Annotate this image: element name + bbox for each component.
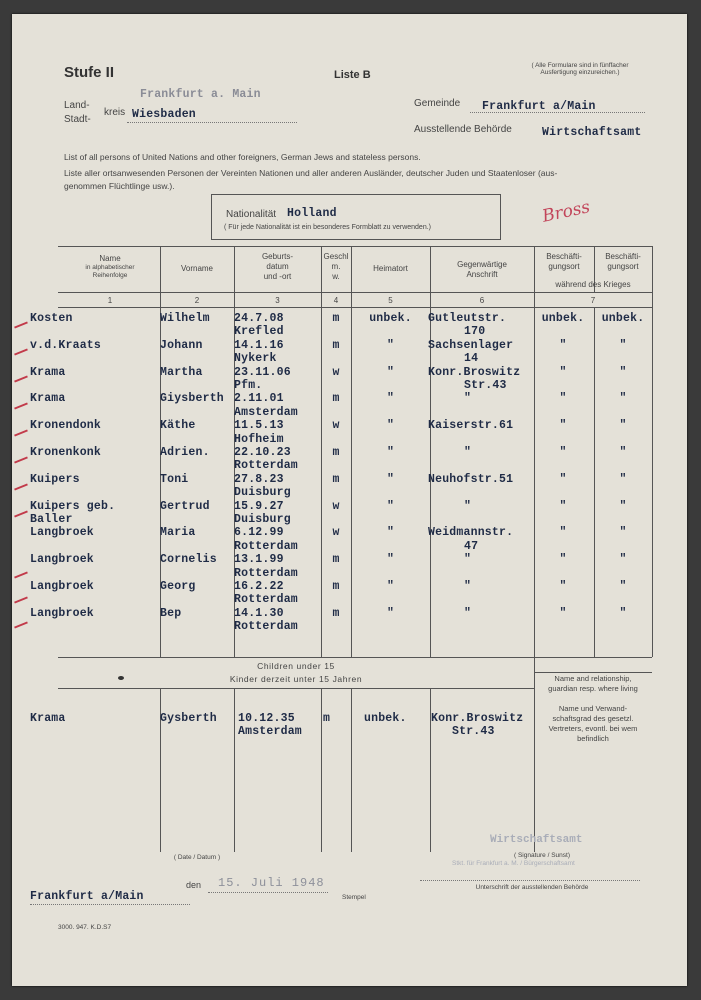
red-check-mark bbox=[14, 348, 28, 355]
table-cell-o: Duisburg bbox=[234, 513, 291, 526]
col-header-name: Name in alphabetischer Reihenfolge bbox=[85, 254, 135, 279]
col-number-5: 5 bbox=[388, 296, 393, 305]
table-cell-a: 170 bbox=[464, 325, 486, 339]
form-number: 3000. 947. K.D.S7 bbox=[58, 924, 112, 931]
table-top-line bbox=[58, 246, 652, 247]
guardian-header-de: Name und Verwand- schaftsgrad des gesetzl. Vertreters, evontl. bei wem befindlich bbox=[548, 704, 638, 743]
date-stamp: 15. Juli 1948 bbox=[218, 876, 325, 890]
table-cell-a: " bbox=[464, 499, 472, 513]
table-cell-d: 13.1.99 bbox=[234, 553, 284, 567]
signature-label: ( Signature / Sunst) bbox=[514, 852, 570, 859]
table-cell-b2: " bbox=[619, 419, 627, 433]
table-cell-name: Kosten bbox=[30, 312, 73, 325]
land-label: Land- bbox=[64, 100, 90, 111]
table-cell-name: Krama bbox=[30, 392, 66, 406]
table-cell-s: w bbox=[332, 365, 340, 379]
children-title-de: Kinder derzeit unter 15 Jahren bbox=[229, 674, 363, 684]
children-sub-line bbox=[58, 688, 534, 689]
table-cell-name: Kuipers geb. bbox=[30, 499, 116, 513]
col-header-geschlecht: Geschl m. w. bbox=[323, 252, 349, 281]
signature-underline bbox=[420, 880, 640, 881]
behoerde-value: Wirtschaftsamt bbox=[542, 126, 642, 139]
col-number-6: 6 bbox=[479, 296, 485, 305]
unterschrift-label: Unterschrift der ausstellenden Behörde bbox=[475, 884, 589, 891]
red-check-mark bbox=[14, 483, 28, 490]
table-cell-a: Neuhofstr.51 bbox=[428, 472, 514, 486]
table-cell-d: 11.5.13 bbox=[234, 419, 284, 433]
stadt-label: Stadt- bbox=[64, 114, 91, 125]
table-cell-name: Krama bbox=[30, 365, 66, 379]
stempel-label: Stempel bbox=[342, 894, 366, 901]
table-cell-a: " bbox=[464, 392, 472, 406]
table-cell-d: 24.7.08 bbox=[234, 312, 284, 325]
ink-spot bbox=[118, 676, 124, 680]
table-cell-vorname: Martha bbox=[160, 365, 203, 379]
table-cell-b2: unbek. bbox=[601, 312, 645, 325]
table-cell-s: m bbox=[332, 472, 340, 486]
date-label: ( Date / Datum ) bbox=[173, 854, 221, 861]
liste-label: Liste B bbox=[334, 69, 371, 81]
land-value: Frankfurt a. Main bbox=[140, 88, 261, 101]
intro-german-2: genommen Flüchtlinge usw.). bbox=[64, 181, 175, 191]
table-cell-vorname: Georg bbox=[160, 580, 196, 593]
table-cell-a: " bbox=[464, 606, 472, 620]
table-cell-s: m bbox=[332, 580, 340, 593]
table-cell-name: v.d.Kraats bbox=[30, 338, 102, 352]
table-cell-h: " bbox=[386, 606, 395, 620]
table-cell-a: Sachsenlager bbox=[428, 338, 514, 352]
child-col-divider-3 bbox=[321, 688, 322, 852]
table-cell-name: Kuipers bbox=[30, 472, 80, 486]
table-cell-d: 2.11.01 bbox=[234, 392, 284, 406]
table-cell-b1: " bbox=[559, 606, 567, 620]
table-cell-vorname: Bep bbox=[160, 606, 182, 620]
table-cell-d: 6.12.99 bbox=[234, 526, 284, 540]
guardian-header-line bbox=[534, 672, 652, 673]
red-check-mark bbox=[14, 510, 28, 517]
col-header-anschrift: Gegenwärtige Anschrift bbox=[457, 260, 507, 279]
table-cell-b2: " bbox=[619, 392, 627, 406]
col-number-4: 4 bbox=[333, 296, 339, 305]
table-cell-h: " bbox=[386, 338, 395, 352]
table-cell-h: " bbox=[386, 446, 395, 459]
stamp-title: Wirtschaftsamt bbox=[490, 834, 583, 846]
col-divider-6 bbox=[534, 246, 535, 852]
table-cell-h: " bbox=[386, 392, 395, 406]
handwritten-signature: Bross bbox=[540, 197, 592, 227]
table-cell-o: Hofheim bbox=[234, 432, 284, 446]
gemeinde-value: Frankfurt a/Main bbox=[482, 100, 596, 113]
table-cell-b1: " bbox=[559, 499, 567, 513]
table-cell-a: Gutleutstr. bbox=[428, 312, 507, 325]
nationality-value: Holland bbox=[287, 207, 337, 220]
table-cell-b1: " bbox=[559, 446, 567, 459]
col-number-7: 7 bbox=[590, 296, 596, 305]
child-birthplace: Amsterdam bbox=[238, 725, 302, 738]
child-heimatort: unbek. bbox=[364, 712, 407, 725]
child-col-divider-2 bbox=[234, 688, 235, 852]
table-cell-h: " bbox=[386, 419, 395, 433]
child-sex: m bbox=[323, 712, 331, 725]
gemeinde-underline bbox=[470, 112, 645, 113]
place-underline bbox=[30, 904, 190, 905]
table-cell-a: 14 bbox=[464, 352, 479, 366]
nationality-label: Nationalität bbox=[226, 209, 277, 220]
table-cell-b1: unbek. bbox=[541, 312, 585, 325]
table-cell-b2: " bbox=[619, 338, 627, 352]
table-cell-d: 27.8.23 bbox=[234, 472, 284, 486]
table-cell-b1: " bbox=[559, 392, 567, 406]
table-cell-s: w bbox=[332, 419, 340, 433]
table-cell-h: " bbox=[386, 526, 395, 540]
table-cell-o: Rotterdam bbox=[234, 593, 298, 607]
table-cell-b1: " bbox=[559, 472, 567, 486]
den-label: den bbox=[186, 880, 202, 890]
table-cell-h: " bbox=[386, 365, 395, 379]
red-check-mark bbox=[14, 429, 28, 436]
col-divider-5 bbox=[430, 246, 431, 657]
table-cell-vorname: Cornelis bbox=[160, 553, 217, 567]
stamp-subtitle: Stkt. für Frankfurt a. M. / Bürgerschaftsamt bbox=[452, 860, 575, 867]
table-cell-s: w bbox=[332, 499, 340, 513]
table-cell-s: m bbox=[332, 312, 340, 325]
table-cell-d: 23.11.06 bbox=[234, 365, 291, 379]
gemeinde-label: Gemeinde bbox=[414, 98, 461, 109]
table-cell-h: " bbox=[386, 553, 395, 567]
table-cell-d: 14.1.30 bbox=[234, 606, 284, 620]
col-number-3: 3 bbox=[275, 296, 280, 305]
table-cell-s: w bbox=[332, 526, 340, 540]
children-title-en: Children under 15 bbox=[257, 661, 335, 671]
red-check-mark bbox=[14, 402, 28, 409]
table-cell-b2: " bbox=[619, 365, 627, 379]
kreis-underline bbox=[127, 122, 297, 123]
table-cell-s: m bbox=[332, 392, 340, 406]
behoerde-label: Ausstellende Behörde bbox=[414, 124, 512, 135]
col-header-besch1: Beschäfti- gungsort bbox=[546, 252, 582, 271]
red-check-mark bbox=[14, 321, 28, 328]
colnum-sep-line bbox=[58, 307, 652, 308]
table-cell-b2: " bbox=[619, 580, 627, 593]
red-check-mark bbox=[14, 596, 28, 603]
child-col-divider-4 bbox=[351, 688, 352, 852]
table-cell-vorname: Toni bbox=[160, 472, 189, 486]
table-cell-vorname: Käthe bbox=[160, 419, 196, 433]
red-check-mark bbox=[14, 571, 28, 578]
table-cell-name: Langbroek bbox=[30, 553, 94, 567]
intro-english: List of all persons of United Nations and other foreigners, German Jews and stateless persons. bbox=[64, 152, 421, 162]
stufe-label: Stufe II bbox=[64, 64, 115, 81]
table-cell-b1: " bbox=[559, 419, 567, 433]
table-cell-s: m bbox=[332, 553, 340, 567]
red-check-mark bbox=[14, 375, 28, 382]
table-cell-vorname: Johann bbox=[160, 338, 203, 352]
col-number-1: 1 bbox=[107, 296, 113, 305]
table-cell-s: m bbox=[332, 606, 340, 620]
table-cell-b2: " bbox=[619, 499, 627, 513]
col-header-geburt: Geburts- datum und -ort bbox=[261, 252, 294, 281]
table-cell-a: Weidmannstr. bbox=[428, 526, 514, 540]
col-header-heimatort: Heimatort bbox=[373, 264, 408, 273]
place-value: Frankfurt a/Main bbox=[30, 890, 144, 903]
child-address-1: Konr.Broswitz bbox=[431, 712, 524, 725]
table-cell-a: Konr.Broswitz bbox=[428, 365, 521, 379]
red-check-mark bbox=[14, 456, 28, 463]
table-cell-vorname: Adrien. bbox=[160, 446, 210, 459]
child-birthdate: 10.12.35 bbox=[238, 712, 295, 725]
col-number-2: 2 bbox=[194, 296, 200, 305]
table-cell-vorname: Giysberth bbox=[160, 392, 224, 406]
stadt-value: Wiesbaden bbox=[132, 108, 196, 121]
table-cell-o: Pfm. bbox=[234, 379, 263, 392]
table-cell-s: m bbox=[332, 338, 340, 352]
table-cell-name: Langbroek bbox=[30, 526, 94, 540]
table-cell-d: 16.2.22 bbox=[234, 580, 284, 593]
table-cell-name: Langbroek bbox=[30, 580, 94, 593]
table-cell-o: Rotterdam bbox=[234, 539, 298, 553]
table-cell-o: Duisburg bbox=[234, 486, 291, 500]
table-cell-o: Nykerk bbox=[234, 352, 277, 366]
table-cell-o: Rotterdam bbox=[234, 620, 298, 634]
table-cell-b1: " bbox=[559, 365, 567, 379]
table-cell-s: m bbox=[332, 446, 340, 459]
table-cell-b1: " bbox=[559, 580, 567, 593]
table-cell-a: Kaiserstr.61 bbox=[428, 419, 514, 433]
table-cell-b1: " bbox=[559, 526, 567, 540]
table-cell-a: Str.43 bbox=[464, 379, 507, 392]
table-cell-name: Kronendonk bbox=[30, 419, 102, 433]
red-check-mark bbox=[14, 621, 28, 628]
col-header-waehrend: während des Krieges bbox=[555, 280, 631, 289]
table-cell-o: Amsterdam bbox=[234, 405, 298, 419]
child-vorname: Gysberth bbox=[160, 712, 217, 725]
table-cell-b2: " bbox=[619, 606, 627, 620]
child-address-2: Str.43 bbox=[452, 725, 495, 738]
table-cell-vorname: Gertrud bbox=[160, 499, 210, 513]
table-right-line bbox=[652, 246, 653, 657]
table-cell-h: " bbox=[386, 472, 395, 486]
table-cell-name: Kronenkonk bbox=[30, 446, 102, 459]
table-cell-b1: " bbox=[559, 338, 567, 352]
table-cell-a: " bbox=[464, 553, 472, 567]
table-cell-a: " bbox=[464, 446, 472, 459]
table-cell-b2: " bbox=[619, 553, 627, 567]
document-page bbox=[12, 14, 687, 986]
header-sep-line bbox=[58, 292, 652, 293]
table-cell-h: unbek. bbox=[369, 312, 412, 325]
table-cell-h: " bbox=[386, 580, 395, 593]
date-underline bbox=[208, 892, 328, 893]
table-cell-o: Rotterdam bbox=[234, 459, 298, 473]
table-cell-b2: " bbox=[619, 446, 627, 459]
table-cell-vorname: Maria bbox=[160, 526, 196, 540]
kreis-label: kreis bbox=[104, 107, 126, 118]
table-cell-b2: " bbox=[619, 526, 627, 540]
children-top-line bbox=[58, 657, 652, 658]
table-cell-o: Krefled bbox=[234, 325, 284, 339]
intro-german-1: Liste aller ortsanwesenden Personen der Vereinten Nationen und aller anderen Ausländer, deutscher Juden und Staatenloser (aus- bbox=[64, 168, 558, 178]
nationality-note: ( Für jede Nationalität ist ein besonderes Formblatt zu verwenden.) bbox=[224, 224, 431, 231]
copies-note: ( Alle Formulare sind in fünffacher Ausfertigung einzureichen.) bbox=[531, 62, 629, 76]
table-cell-d: 14.1.16 bbox=[234, 338, 284, 352]
col-header-besch2: Beschäfti- gungsort bbox=[605, 252, 641, 271]
table-cell-name: Langbroek bbox=[30, 606, 94, 620]
table-cell-b2: " bbox=[619, 472, 627, 486]
guardian-header-en: Name and relationship, guardian resp. where living bbox=[548, 674, 638, 693]
table-cell-o: Rotterdam bbox=[234, 566, 298, 580]
col-header-vorname: Vorname bbox=[180, 264, 214, 273]
table-cell-vorname: Wilhelm bbox=[160, 312, 210, 325]
table-cell-d: 15.9.27 bbox=[234, 499, 284, 513]
table-cell-h: " bbox=[386, 499, 395, 513]
table-cell-a: 47 bbox=[464, 539, 479, 553]
child-name: Krama bbox=[30, 712, 66, 725]
table-cell-d: 22.10.23 bbox=[234, 446, 291, 459]
table-cell-a: " bbox=[464, 580, 472, 593]
table-cell-name: Baller bbox=[30, 513, 73, 526]
table-cell-b1: " bbox=[559, 553, 567, 567]
